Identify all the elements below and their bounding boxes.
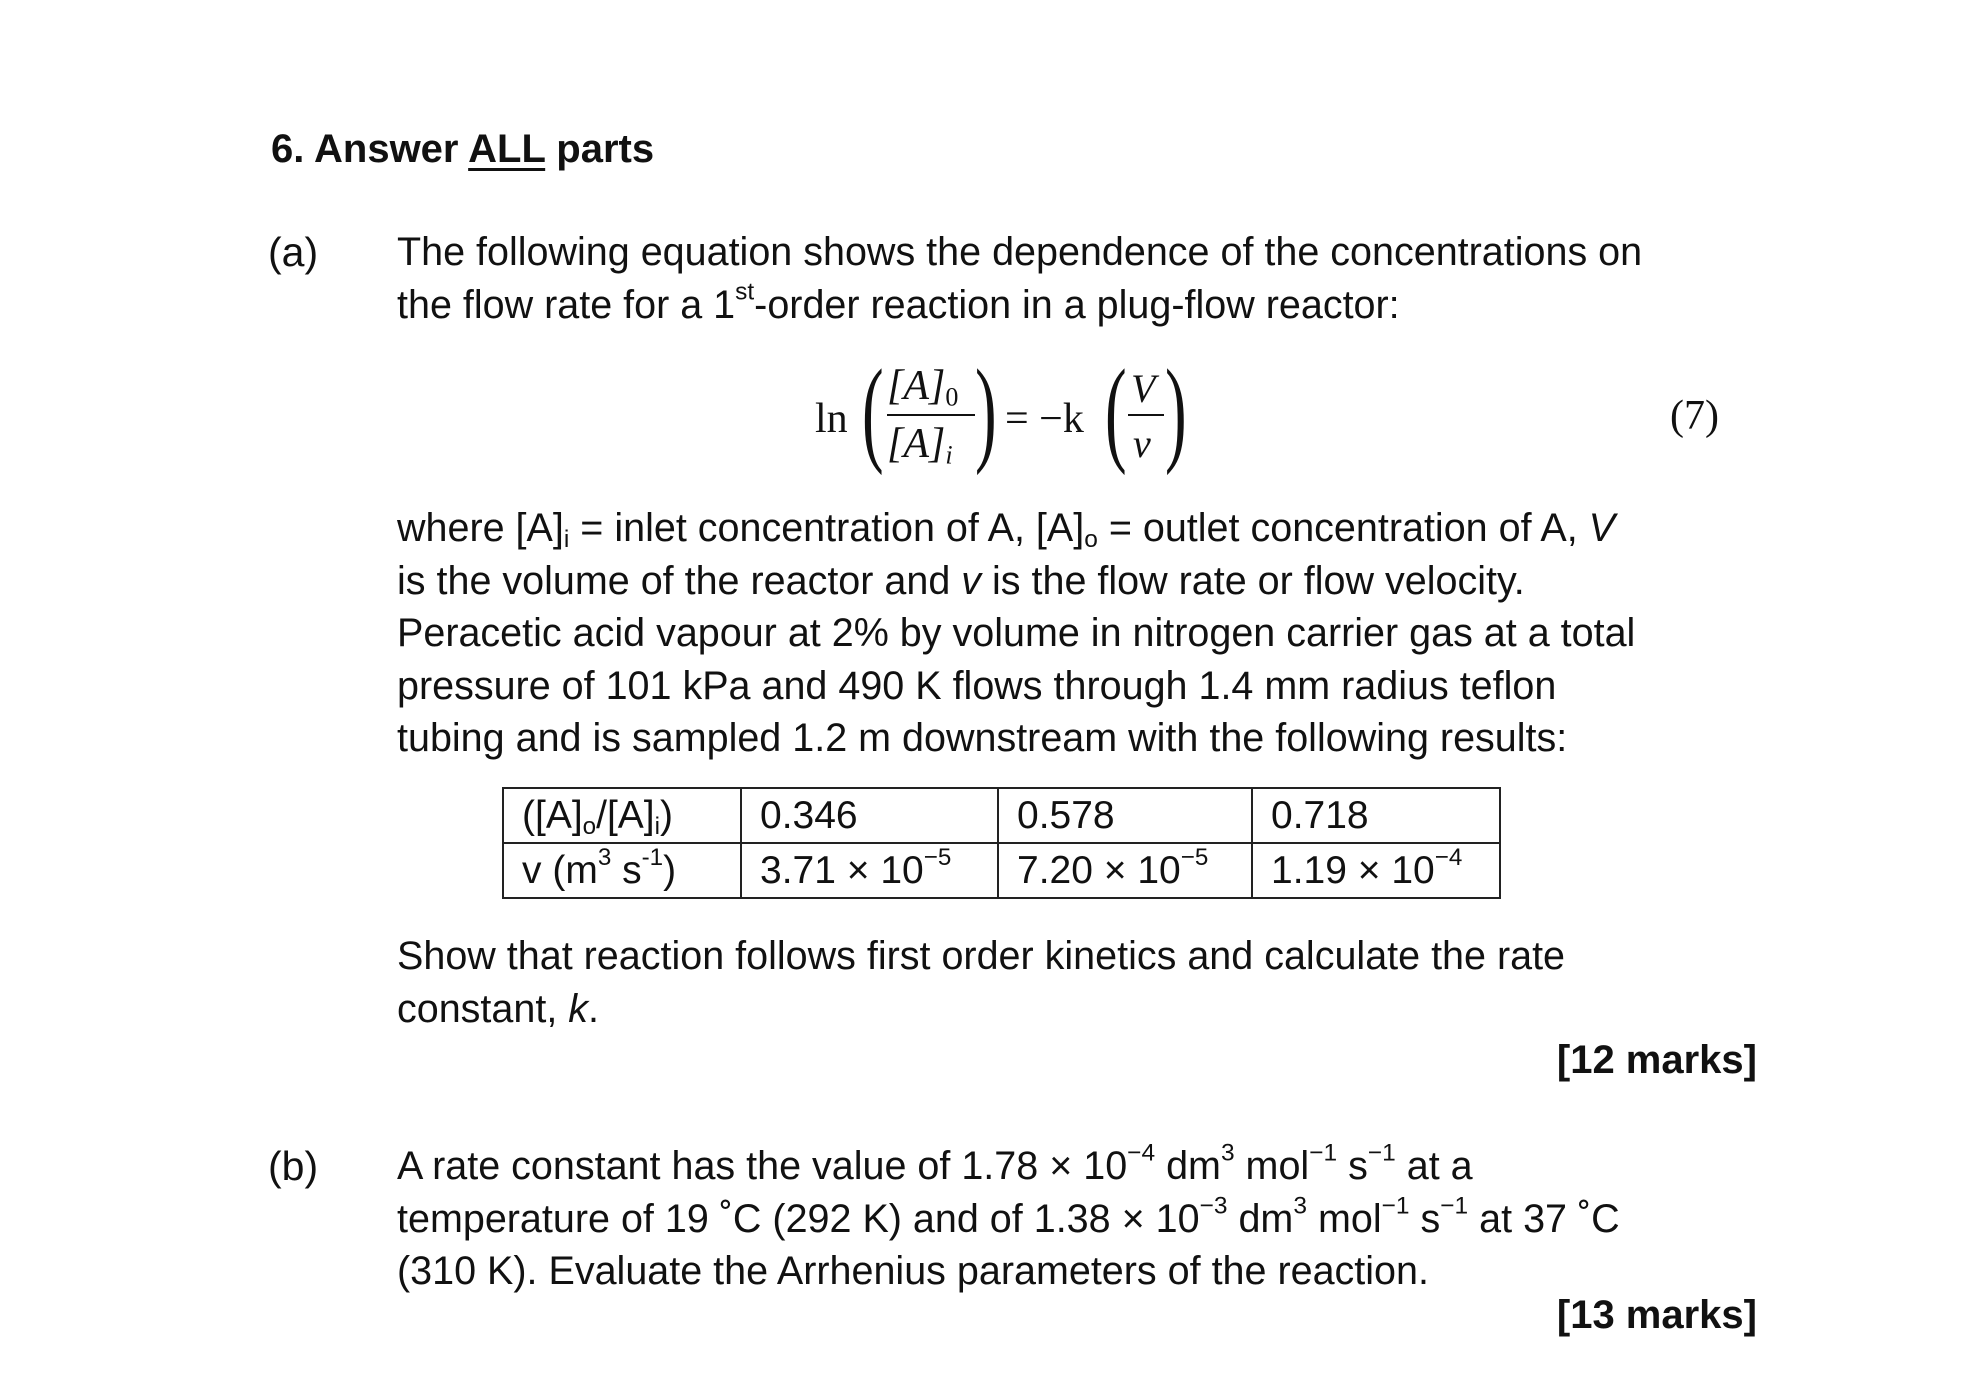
- table-cell: 0.578: [998, 788, 1252, 843]
- where-2a: is the volume of the reactor and: [397, 558, 962, 603]
- ratio-b: /[A]: [596, 794, 655, 837]
- where-2b: is the flow rate or flow velocity.: [981, 558, 1525, 603]
- eq-equals-k: = −k: [1005, 396, 1084, 442]
- table-row-flow-rate: [503, 843, 1500, 898]
- b2d: s: [1409, 1196, 1441, 1241]
- eq-denominator-sub: i: [945, 440, 953, 470]
- flow-value-base: 1.19 × 10: [1271, 849, 1435, 892]
- eq-fraction-bar-1: [887, 414, 975, 416]
- eq-denominator-text: [A]: [887, 421, 946, 467]
- results-table: [502, 787, 1501, 899]
- b1b: dm: [1155, 1144, 1221, 1188]
- question-title: [271, 126, 654, 172]
- where-1a: where [A]: [397, 506, 564, 550]
- part-b-marks: [13 marks]: [1556, 1293, 1757, 1337]
- part-b-text: [397, 1140, 1757, 1298]
- intro-line-1: The following equation shows the dependence of the concentrations on: [397, 230, 1643, 274]
- eq-fraction-bar-2: [1128, 414, 1164, 416]
- task-line-1: Show that reaction follows first order kinetics and calculate the rate: [397, 934, 1566, 978]
- eq-ln: ln: [815, 396, 848, 442]
- b2-sup3: 3: [1293, 1192, 1307, 1220]
- ratio-sub-i: i: [654, 813, 661, 841]
- flow-value-exp: −4: [1434, 843, 1463, 871]
- eq-right-paren-1: ): [975, 345, 997, 476]
- flow-c: ): [663, 849, 677, 892]
- table-cell: 0.346: [741, 788, 998, 843]
- b1d: s: [1337, 1144, 1368, 1188]
- table-header-flow: [503, 843, 741, 898]
- b2e: at 37 ˚C: [1468, 1196, 1620, 1241]
- eq-numerator-text: [A]: [887, 363, 946, 409]
- b2-exp: −3: [1199, 1192, 1228, 1220]
- flow-a: v (m: [522, 849, 598, 892]
- title-post: parts: [556, 127, 655, 171]
- part-b-line-3: (310 K). Evaluate the Arrhenius parameters of the reaction.: [397, 1249, 1429, 1293]
- intro-line-2-pre: the flow rate for a 1: [397, 282, 736, 327]
- b1-sup3: 3: [1220, 1139, 1235, 1167]
- ratio-sub-o: o: [582, 813, 597, 841]
- flow-b: s: [611, 849, 642, 892]
- table-cell: [1252, 843, 1500, 898]
- flow-value-base: 7.20 × 10: [1017, 849, 1181, 892]
- part-a-marks: [12 marks]: [1556, 1038, 1757, 1082]
- intro-line-2-post: -order reaction in a plug-flow reactor:: [754, 282, 1400, 327]
- where-1-sub-o: o: [1084, 526, 1098, 554]
- where-line-2: [397, 555, 1757, 608]
- ratio-a: ([A]: [522, 794, 583, 837]
- title-underlined: ALL: [468, 127, 546, 171]
- eq-left-paren-2: (: [1105, 345, 1127, 476]
- table-cell: [998, 843, 1252, 898]
- flow-value-base: 3.71 × 10: [760, 849, 924, 892]
- eq-V: V: [1131, 366, 1156, 411]
- b2-sup-s: −1: [1440, 1192, 1469, 1220]
- table-row-concentration-ratio: [503, 788, 1500, 843]
- part-a-label: (a): [268, 229, 319, 275]
- task-2b: .: [588, 986, 600, 1031]
- part-b-line-1: [397, 1140, 1757, 1193]
- b1c: mol: [1234, 1144, 1310, 1188]
- b1a: A rate constant has the value of 1.78 × 10: [397, 1144, 1128, 1188]
- equation-number: (7): [1670, 393, 1719, 439]
- flow-value-exp: −5: [1180, 843, 1209, 871]
- flow-value-exp: −5: [923, 843, 952, 871]
- where-1-sub-i: i: [563, 526, 570, 554]
- b1-sup-s: −1: [1367, 1139, 1396, 1167]
- b1-exp: −4: [1127, 1139, 1156, 1167]
- b2c: mol: [1306, 1196, 1382, 1241]
- eq-denominator: [887, 420, 953, 468]
- part-a-description: [397, 502, 1757, 765]
- desc-line-5: tubing and is sampled 1.2 m downstream with the following results:: [397, 716, 1568, 760]
- b2a: temperature of 19 ˚C (292 K) and of 1.38 × 10: [397, 1196, 1200, 1241]
- title-pre: Answer: [314, 127, 459, 171]
- eq-numerator-sub: 0: [945, 382, 959, 412]
- flow-sup: -1: [641, 843, 664, 871]
- question-number: 6.: [271, 127, 305, 171]
- task-2a: constant,: [397, 986, 569, 1031]
- b2-sup-mol: −1: [1381, 1192, 1410, 1220]
- flow-sup3: 3: [597, 843, 612, 871]
- eq-left-paren-1: (: [862, 345, 884, 476]
- part-b-line-2: [397, 1193, 1757, 1246]
- desc-line-4: pressure of 101 kPa and 490 K flows through 1.4 mm radius teflon: [397, 663, 1557, 708]
- b1e: at a: [1395, 1144, 1473, 1188]
- table-header-ratio: [503, 788, 741, 843]
- where-2-v: v: [961, 558, 982, 603]
- b2b: dm: [1227, 1196, 1294, 1241]
- eq-numerator: [887, 362, 958, 410]
- part-b-label: (b): [268, 1143, 319, 1189]
- table-cell: 0.718: [1252, 788, 1500, 843]
- task-2-k: k: [568, 986, 589, 1031]
- where-1c: = outlet concentration of A,: [1097, 506, 1589, 550]
- desc-line-3: Peracetic acid vapour at 2% by volume in nitrogen carrier gas at a total: [397, 611, 1636, 655]
- eq-right-paren-2: ): [1165, 345, 1187, 476]
- where-line-1: [397, 502, 1757, 555]
- table-cell: [741, 843, 998, 898]
- ratio-c: ): [660, 794, 674, 837]
- part-a-intro: [397, 226, 1757, 331]
- intro-line-2: [397, 279, 1757, 332]
- b1-sup-mol: −1: [1309, 1139, 1338, 1167]
- part-a-task: [397, 930, 1757, 1035]
- where-1-V: V: [1588, 506, 1615, 550]
- eq-v: v: [1133, 421, 1151, 466]
- intro-line-2-sup: st: [735, 278, 755, 306]
- where-1b: = inlet concentration of A, [A]: [569, 506, 1085, 550]
- rate-equation: [815, 345, 1195, 478]
- task-line-2: [397, 983, 1757, 1036]
